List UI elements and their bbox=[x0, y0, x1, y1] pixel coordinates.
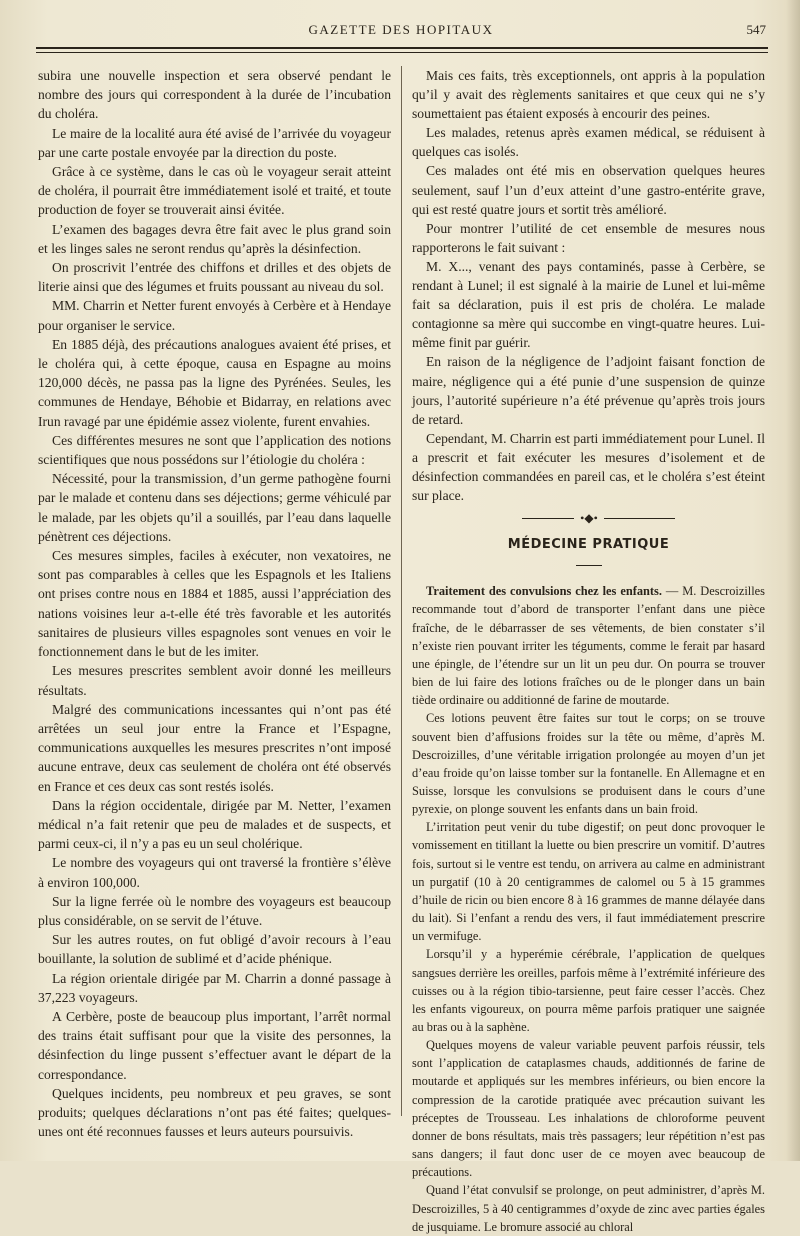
paragraph: En raison de la négligence de l’adjoint faisant fonction de maire, négligence qui a été punie d’une suspension de quinze jours, l’autorité supérieure n’a été prévenue qu’après trois jours de retard. bbox=[412, 354, 765, 427]
paragraph: Quelques incidents, peu nombreux et peu graves, se sont produits; quelques déclarations n’ont pas été faites; quelques-unes ont été reconnues fausses et leurs auteurs poursuivis. bbox=[38, 1085, 391, 1140]
paragraph: Sur les autres routes, on fut obligé d’avoir recours à l’eau bouillante, la solution de sublimé et d’acide phénique. bbox=[38, 932, 391, 967]
paragraph: Lorsqu’il y a hyperémie cérébrale, l’application de quelques sangsues derrière les oreilles, parfois même à l’extrémité inférieure des cuisses ou à la région tibio-tarsienne, peut faire cesser l’accès. Chez les enfants vigoureux, on pourra même parfois pratiquer une saignée au bras ou à la saphène. bbox=[412, 947, 765, 1034]
paragraph: Ces malades ont été mis en observation quelques heures seulement, sauf l’un d’eux atteint d’une gastro-entérite grave, qui est resté quatre jours et sortit très amélioré. bbox=[412, 163, 765, 217]
separator-ornament: •◆• bbox=[574, 511, 604, 525]
paragraph: Ces différentes mesures ne sont que l’application des notions scientifiques que nous possédons sur l’étiologie du choléra : bbox=[38, 432, 391, 468]
article-lead-title: Traitement des convulsions chez les enfants. bbox=[426, 584, 662, 599]
header-rule-thin bbox=[36, 52, 768, 53]
paragraph: L’irritation peut venir du tube digestif; on peut donc provoquer le vomissement en titillant la luette ou bien prescrire un vomitif. D’autres fois, surtout si le ventre est tendu, on arrivera au calme en administrant un purgatif (10 à 20 centigrammes de calomel ou 5 à 15 grammes d’huile de ricin ou bien encore 8 à 16 grammes de manne délayée dans du lait). Si l’enfant a rendu des vers, il faut immédiatement prescrire un vermifuge. bbox=[412, 820, 765, 944]
paragraph: Ces lotions peuvent être faites sur tout le corps; on se trouve souvent bien d’affusions froides sur la tête ou même, d’après M. Descroizilles, d’une véritable irrigation prolongée au moyen d’un jet d’eau froide qu’on laisse tomber sur la fontanelle. En Allemagne et en Suisse, lorsque les convulsions se produisent dans le cours d’une pyrexie, on plonge souvent les enfants dans un bain froid. bbox=[412, 711, 765, 817]
article-body bbox=[412, 582, 765, 1236]
paragraph: Les mesures prescrites semblent avoir donné les meilleurs résultats. bbox=[38, 663, 391, 698]
paragraph: Malgré des communications incessantes qui n’ont pas été arrêtées un seul jour entre la France et l’Espagne, communications auxquelles les mesures prescrites n’ont imposé aucune entrave, deux cas seulement de choléra ont été observés en France et ces deux cas sont restés isolés. bbox=[38, 701, 391, 794]
paragraph: Mais ces faits, très exceptionnels, ont appris à la population qu’il y avait des règlements sanitaires et que ceux qui ne s’y soumettaient pas étaient exposés à encourir des peines. bbox=[412, 68, 765, 122]
paragraph: MM. Charrin et Netter furent envoyés à Cerbère et à Hendaye pour organiser le service. bbox=[38, 298, 391, 333]
column-divider bbox=[401, 66, 402, 1116]
paragraph: Ces mesures simples, faciles à exécuter, non vexatoires, ne sont pas comparables à celles que les Espagnols et les Italiens ont prises contre nous en 1884 et 1885, aussi l’appréciation des nations voisines leur a-t-elle été très favorable et les autorités sanitaires de plusieurs villes espagnoles sont venues en voir le fonctionnement dans le but de les imiter. bbox=[38, 548, 391, 660]
paragraph: Le nombre des voyageurs qui ont traversé la frontière s’élève à environ 100,000. bbox=[38, 855, 391, 890]
paragraph: Quelques moyens de valeur variable peuvent parfois réussir, tels sont l’application de cataplasmes chauds, additionnés de farine de moutarde et appliqués sur les membres inférieurs, ou bien encore la compression de la carotide pratiquée avec précaution suivant les préceptes de Trousseau. Les inhalations de chloroforme peuvent donner de bons résultats, mais très passagers; leur répétition n’est pas sans dangers; il faut donc user de ce moyen avec beaucoup de précautions. bbox=[412, 1038, 765, 1180]
paragraph: Nécessité, pour la transmission, d’un germe pathogène fourni par le malade et contenu dans ses déjections; germe véhiculé par le malade, par les objets qu’il a souillés, par l’eau dans laquelle pénètrent ces déjections. bbox=[38, 471, 391, 544]
article-lead-paragraph bbox=[412, 582, 765, 709]
paragraph: A Cerbère, poste de beaucoup plus important, l’arrêt normal des trains était suffisant pour que la visite des personnes, la désinfection du linge pussent s’effectuer avant le départ de la correspondance. bbox=[38, 1008, 391, 1082]
page-edge-shadow bbox=[786, 0, 800, 1161]
paragraph: Le maire de la localité aura été avisé de l’arrivée du voyageur par une carte postale envoyée par la direction du poste. bbox=[38, 125, 391, 160]
paragraph: Dans la région occidentale, dirigée par M. Netter, l’examen médical n’a fait retenir que peu de malades et de suspects, et parmi ceux-ci, il n’y a pas eu un seul cholérique. bbox=[38, 797, 391, 852]
page-header bbox=[32, 18, 770, 44]
paragraph: En 1885 déjà, des précautions analogues avaient été prises, et le choléra qui, à cette époque, causa en Espagne au moins 120,000 décès, ne passa pas la ligne des Pyrénées. Seules, les communes de Hendaye, Béhobie et Bidarray, en relations avec Irun ravagé par une épidémie assez violente, furent envahies. bbox=[38, 336, 391, 429]
journal-title: GAZETTE DES HOPITAUX bbox=[308, 22, 494, 37]
paragraph: Sur la ligne ferrée où le nombre des voyageurs est beaucoup plus considérable, on se servit de l’étuve. bbox=[38, 893, 391, 928]
section-title-rule bbox=[576, 565, 602, 566]
paragraph: Quand l’état convulsif se prolonge, on peut administrer, d’après M. Descroizilles, 5 à 40 centigrammes d’oxyde de zinc avec parties égales de jusquiame. Le bromure associé au chloral bbox=[412, 1183, 765, 1234]
paragraph: Grâce à ce système, dans le cas où le voyageur serait atteint de choléra, il pourrait être immédiatement isolé et traité, et toute production de foyer se trouverait ainsi évitée. bbox=[38, 164, 391, 218]
paragraph: M. X..., venant des pays contaminés, passe à Cerbère, se rendant à Lunel; il est signalé à la mairie de Lunel et lui-même fait sa déclaration, puis il est pris de choléra. Le malade contagionne sa mère qui succombe en vingt-quatre heures. Lui-même finit par guérir. bbox=[412, 258, 765, 351]
paragraph: Pour montrer l’utilité de cet ensemble de mesures nous rapporterons le fait suivant : bbox=[412, 220, 765, 255]
paragraph: La région orientale dirigée par M. Charrin a donné passage à 37,223 voyageurs. bbox=[38, 970, 391, 1005]
left-column bbox=[38, 66, 391, 1141]
page-number: 547 bbox=[746, 22, 766, 37]
article-lead-text: — M. Descroizilles recommande tout d’abord de transporter l’enfant dans une pièce fraîche, de le débarrasser de ses vêtements, de bien constater s’il n’existe rien pouvant irriter les téguments, comme le ferait par hasard une épingle, de l’étendre sur un lit un peu dur. On pourra se trouver bien de lui faire des lotions fraîches ou de le plonger dans un bain tiède ordinaire ou additionné de farine de moutarde. bbox=[412, 584, 765, 708]
header-rule-thick bbox=[36, 47, 768, 49]
paragraph: Les malades, retenus après examen médical, se réduisent à quelques cas isolés. bbox=[412, 125, 765, 160]
right-column bbox=[412, 66, 765, 1236]
section-title: MÉDECINE PRATIQUE bbox=[507, 537, 670, 553]
paragraph: L’examen des bagages devra être fait avec le plus grand soin et les linges sales ne seront rendus qu’après la désinfection. bbox=[38, 221, 391, 256]
paragraph: Cependant, M. Charrin est parti immédiatement pour Lunel. Il a prescrit et fait exécuter les mesures d’isolement et de désinfection commandées en pareil cas, et le choléra s’est éteint sur place. bbox=[412, 430, 765, 504]
paragraph: subira une nouvelle inspection et sera observé pendant le nombre des jours qui correspondent à la durée de l’incubation du choléra. bbox=[38, 68, 391, 122]
paragraph: On proscrivit l’entrée des chiffons et drilles et des objets de literie ainsi que des légumes et fruits poussant au niveau du sol. bbox=[38, 260, 391, 295]
section-separator bbox=[412, 507, 765, 533]
